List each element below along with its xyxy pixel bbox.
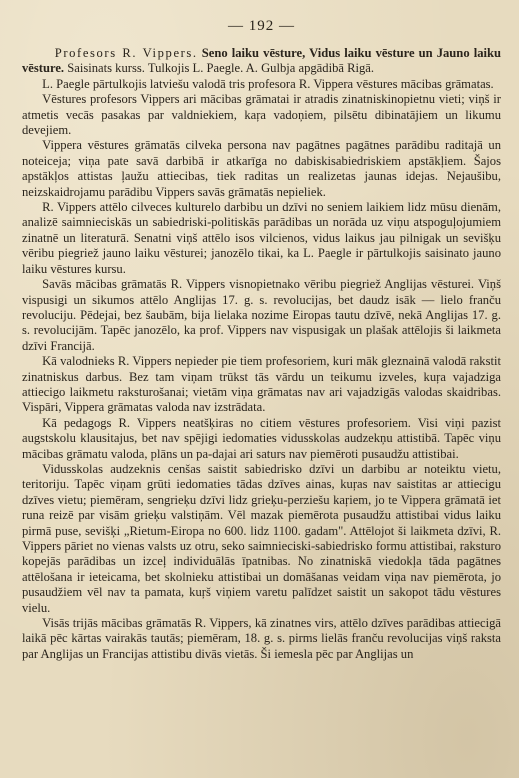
paragraph: Vidusskolas audzeknis cenšas saistit sabiedrisko dzīvi un darbibu ar noteiktu vietu, teritoriju. Tapēc viņam grūti iedomaties tādas dzīves ainas, kuŗas nav saistitas ar attiecigu dzīves vietu; piemēram, sengrieķu dzīvi lidz grieķu-perziešu kaŗiem, jo te Vippera grāmatā iet runa reizē par visām grieķu valstiņām. Vēl mazak piemērota pusaudžu attistibai vidus laiku pirmā puse, sevišķi „Rietum-Eiropa no 600. lidz 1100. gadam". Attēlojot ši laikmeta dzīvi, R. Vippers pāriet no vienas valsts uz otru, seko saimnieciski-sabiedrisko formu attistibai, raksturo kopejās parādibas un izceļ individuālās īpatnibas. No zinatniskā viedokļa tāda pagātnes attēlošana ir ieteicama, bet skolnieku attistibai un domāšanas veidam viņa nav piemērota, jo pusaudžiem vēl nav ta pamata, kuŗš viņiem varetu palīdzet saistit un sakopot tādu vēstures vielu. <box>22 461 501 615</box>
article-heading <box>22 46 501 77</box>
paragraph: Savās mācibas grāmatās R. Vippers visnopietnako vēribu piegriež Anglijas vēsturei. Viņš vispusigi un sikumos attēlo Anglijas 17. g. s. revolucijas, bet daudz isāk — lielo franču revoluciju. Pēdejai, bez šaubām, bija lielaka nozime Eiropas tautu dzīvē, nekā Anglijas 17. g. s. revolucijām. Tapēc janozēlo, ka prof. Vippers nav vispusigak un plašak attēlojis ši laikmeta dzīvi Francijā. <box>22 277 501 353</box>
article-body <box>22 46 501 662</box>
author: Profesors R. Vippers. <box>54 46 198 60</box>
paragraph: Kā pedagogs R. Vippers neatšķiras no citiem vēstures profesoriem. Visi viņi pazist augstskolu klausitajus, bet nav spējigi iedomaties vidusskolas audzekņu attistibā. Tapēc viņu mācibas grāmatu valoda, plāns un pa-dajai ari saturs nav piemēroti pusaudžu attistibai. <box>22 415 501 461</box>
paragraph: R. Vippers attēlo cilveces kulturelo darbibu un dzīvi no seniem laikiem lidz mūsu dienām, analizē saimnieciskās un sabiedriski-politiskās parādibas un norāda uz viņu atspoguļojumiem zinatnē un literaturā. Senatni viņš attēlo isos vilcienos, vidus laikus jau pilnigak un sevišķu vēribu piegriež jauno laiku vēsturei; janozēlo tikai, ka L. Paegle ir pārtulkojis saisinato jauno laiku vēstures kursu. <box>22 200 501 276</box>
paragraph: Vippera vēstures grāmatās cilveka persona nav pagātnes pagātnes parādibu raditajā un noteiceja; viņa pate savā darbibā ir atkarīga no dabiskisabiedriskiem apstākļiem. Šajos apstākļos attistas ļaužu attiecibas, tiek raditas un realizetas jaunas idejas. Nejaušibu, neizskaidrojamu parādibu Vippers savās grāmatās nepieliek. <box>22 138 501 199</box>
book-title: Seno laiku vēsture, Vidus laiku vēsture un Jauno laiku vēsture. <box>22 46 501 76</box>
paragraph: Kā valodnieks R. Vippers nepieder pie tiem profesoriem, kuri māk gleznainā valodā rakstit zinatniskus darbus. Bez tam viņam trūkst tās vārdu un teikumu izveles, kuŗa vajadziga attiecigo laikmetu raksturošanai; vietām viņa grāmatas nav ari vajadzigās valodas skaidribas. Vispāri, Vippera grāmatas valoda nav izstrādata. <box>22 354 501 415</box>
paragraph: L. Paegle pārtulkojis latviešu valodā tris profesora R. Vippera vēstures mācibas grāmatas. <box>42 76 494 91</box>
publication-info: Saisinats kurss. Tulkojis L. Paegle. A. Gulbja apgādibā Rigā. <box>67 61 375 76</box>
page-number: — 192 — <box>228 18 295 34</box>
paragraph: Visās trijās mācibas grāmatās R. Vippers, kā zinatnes virs, attēlo dzīves parādibas attiecigā laikā pēc kārtas vairakās tautās; piemēram, 18. g. s. pirms lielās franču revolucijas viņš raksta par Anglijas un Francijas attistibu divās vietās. Ši iemesla pēc par Anglijas un <box>22 616 501 661</box>
paragraph: Vēstures profesors Vippers ari mācibas grāmatai ir atradis zinatniskinopietnu vieti; viņš ir atmetis vecās pasakas par valdniekiem, kaŗa vadoņiem, pilsētu dibinatājiem un likumu devejiem. <box>22 92 501 138</box>
